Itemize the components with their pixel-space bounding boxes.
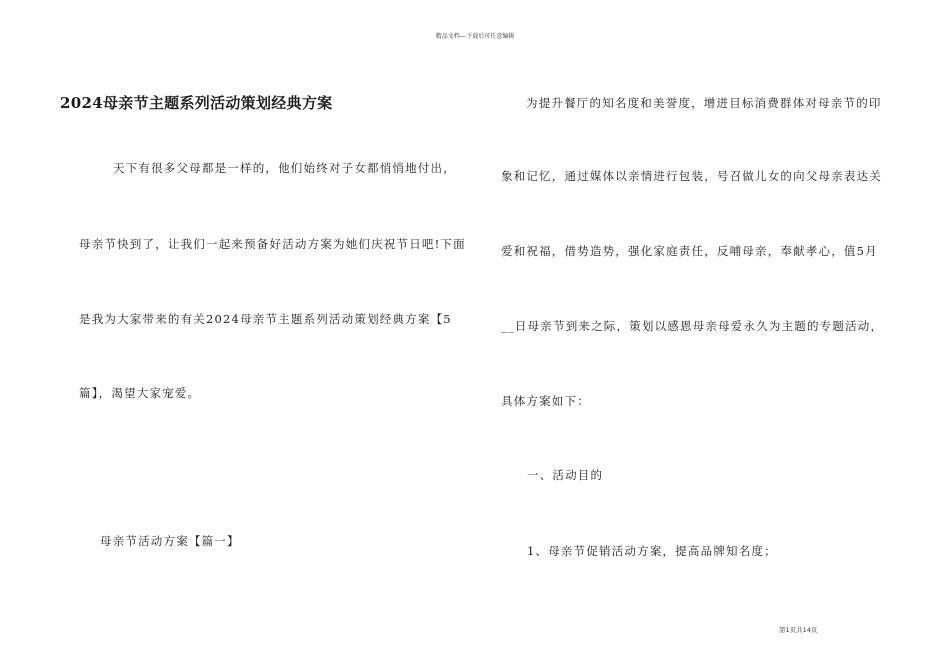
left-paragraph-line: 篇】，渴望大家宠爱。 (79, 386, 201, 400)
section-heading: 一、活动目的 (527, 468, 604, 482)
section-heading: 母亲节活动方案【篇一】 (100, 534, 240, 548)
page-header: 精品文档---下载后可任意编辑 (435, 33, 515, 40)
right-paragraph-line: 爱和祝福，借势造势，强化家庭责任，反哺母亲，奉献孝心，值5月 (501, 244, 878, 258)
document-title: 2024母亲节主题系列活动策划经典方案 (60, 94, 333, 112)
right-paragraph-line: 具体方案如下： (501, 394, 590, 408)
right-paragraph-line: 为提升餐厅的知名度和美誉度，增进目标消费群体对母亲节的印 (526, 96, 882, 110)
right-paragraph-line: __日母亲节到来之际，策划以感恩母亲母爱永久为主题的专题活动， (501, 319, 884, 333)
page-number: 第1页共14页 (779, 626, 818, 634)
left-paragraph-line: 是我为大家带来的有关2024母亲节主题系列活动策划经典方案【5 (79, 312, 452, 326)
right-paragraph-line: 象和记忆，通过媒体以亲情进行包装，号召做儿女的向父母亲表达关 (501, 169, 882, 183)
left-paragraph-line: 天下有很多父母都是一样的，他们始终对子女都悄悄地付出， (113, 161, 456, 175)
left-paragraph-line: 母亲节快到了，让我们一起来预备好活动方案为她们庆祝节日吧!下面 (79, 237, 466, 251)
list-item: 1、母亲节促销活动方案，提高品牌知名度； (527, 544, 777, 558)
